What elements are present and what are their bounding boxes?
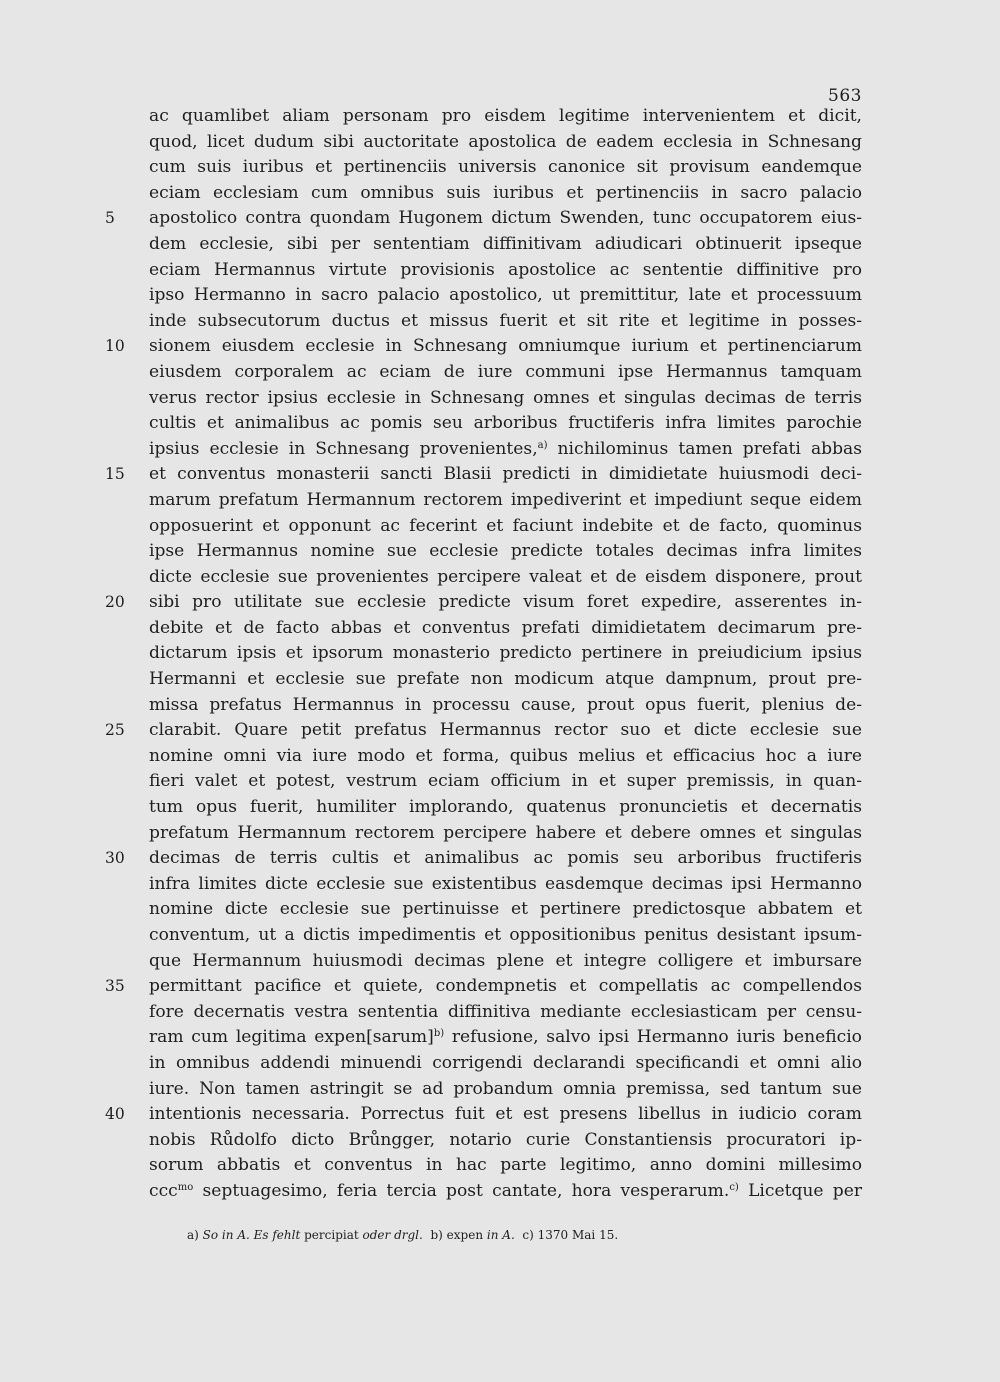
footnote-b-note: in A.: [486, 1228, 515, 1242]
footnote-a-note: So in A. Es fehlt: [202, 1228, 301, 1242]
line-text: [149, 130, 862, 156]
line-segment: et conventus monasterii sancti Blasii predicti in dimidietate huiusmodi deci-: [149, 464, 862, 485]
text-line: [149, 360, 862, 386]
text-line: [149, 514, 862, 540]
line-segment: ram cum legitima expen[sarum]: [149, 1027, 434, 1048]
line-segment: ac quamlibet aliam personam pro eisdem legitime intervenientem et dicit,: [149, 106, 862, 126]
line-text: [149, 923, 862, 949]
line-segment: dictarum ipsis et ipsorum monasterio predicto pertinere in preiudicium ipsius: [149, 643, 862, 664]
text-line: [149, 667, 862, 693]
line-segment: cum suis iuribus et pertinenciis universis canonice sit provisum eandemque: [149, 157, 862, 178]
text-line: [149, 795, 862, 821]
line-segment: opposuerint et opponunt ac fecerint et faciunt indebite et de facto, quominus: [149, 515, 862, 536]
line-text: [149, 897, 862, 923]
line-segment: permittant pacifice et quiete, condempnetis et compellatis ac compellendos: [149, 976, 862, 997]
text-line: [149, 923, 862, 949]
line-text: [149, 360, 862, 386]
footnote-a-mark: a): [187, 1228, 199, 1242]
text-line: [149, 693, 862, 719]
line-segment: infra limites dicte ecclesie sue existentibus easdemque decimas ipsi Hermanno: [149, 873, 862, 894]
line-number: 20: [105, 593, 125, 612]
line-segment: eciam ecclesiam cum omnibus suis iuribus et pertinenciis in sacro palacio: [149, 182, 862, 203]
line-text: [149, 565, 862, 591]
text-line: [105, 1102, 862, 1128]
footnote-b-mark: b): [430, 1228, 443, 1242]
line-segment: nomine dicte ecclesie sue pertinuisse et pertinere predictosque abbatem et: [149, 899, 862, 920]
footnote-ref: b): [433, 1028, 445, 1040]
text-line: [105, 206, 862, 232]
line-segment: ipsius ecclesie in Schnesang provenientes,: [149, 438, 538, 459]
text-line: [149, 130, 862, 156]
text-line: [149, 437, 862, 463]
line-text: [149, 641, 862, 667]
text-line: [105, 974, 862, 1000]
line-segment: nomine omni via iure modo et forma, quibus melius et efficacius hoc a iure: [149, 745, 862, 766]
line-number: 5: [105, 209, 115, 228]
footnote-c-mark: c): [522, 1228, 534, 1242]
text-line: [149, 949, 862, 975]
line-text: [149, 1051, 862, 1077]
line-segment: marum prefatum Hermannum rectorem impediverint et impediunt seque eidem: [149, 489, 862, 510]
text-line: [149, 1153, 862, 1179]
text-line: [149, 283, 862, 309]
line-text: [149, 155, 862, 181]
line-number: 30: [105, 849, 125, 868]
text-line: [149, 1128, 862, 1154]
line-segment: in omnibus addendi minuendi corrigendi declarandi specificandi et omni alio: [149, 1052, 862, 1073]
text-line: [149, 1051, 862, 1077]
text-line: [149, 411, 862, 437]
text-line: [149, 769, 862, 795]
line-text: [149, 206, 862, 232]
footnote-ref: mo: [177, 1181, 194, 1193]
line-text: [149, 411, 862, 437]
line-text: [149, 1077, 862, 1103]
line-segment: ccc: [149, 1180, 178, 1201]
line-segment: decimas de terris cultis et animalibus ac pomis seu arboribus fructiferis: [149, 848, 862, 869]
line-text: [149, 462, 862, 488]
text-line: [105, 718, 862, 744]
line-segment: septuagesimo, feria tercia post cantate, hora vesperarum.: [193, 1180, 730, 1201]
text-line: [149, 488, 862, 514]
line-text: [149, 616, 862, 642]
line-segment: sionem eiusdem ecclesie in Schnesang omniumque iurium et pertinenciarum: [149, 336, 862, 357]
line-segment: inde subsecutorum ductus et missus fuerit et sit rite et legitime in posses-: [149, 310, 862, 331]
line-segment: verus rector ipsius ecclesie in Schnesang omnes et singulas decimas de terris: [149, 387, 862, 408]
line-text: [149, 1128, 862, 1154]
line-segment: nichilominus tamen prefati abbas: [547, 438, 862, 459]
text-line: [149, 872, 862, 898]
line-text: [149, 488, 862, 514]
line-segment: fieri valet et potest, vestrum eciam officium in et super premissis, in quan-: [149, 771, 862, 792]
line-number: 40: [105, 1105, 125, 1124]
line-number: 10: [105, 337, 125, 356]
line-text: [149, 590, 862, 616]
text-line: [105, 334, 862, 360]
line-text: [149, 718, 862, 744]
line-segment: prefatum Hermannum rectorem percipere habere et debere omnes et singulas: [149, 822, 862, 843]
text-line: [105, 590, 862, 616]
line-number: 15: [105, 465, 125, 484]
footnote-a-note2: oder drgl.: [362, 1228, 423, 1242]
line-text: [149, 283, 862, 309]
line-text: [149, 667, 862, 693]
line-number: 25: [105, 721, 125, 740]
footnote-a-word: percipiat: [304, 1228, 359, 1242]
text-line: [149, 1000, 862, 1026]
line-text: [149, 846, 862, 872]
text-line: [149, 258, 862, 284]
text-line: [149, 1077, 862, 1103]
line-text: [149, 744, 862, 770]
line-segment: Hermanni et ecclesie sue prefate non modicum atque dampnum, prout pre-: [149, 669, 862, 690]
text-line: [105, 846, 862, 872]
line-text: [149, 1153, 862, 1179]
line-segment: eiusdem corporalem ac eciam de iure communi ipse Hermannus tamquam: [149, 361, 862, 382]
footnote-b-word: expen: [446, 1228, 484, 1242]
line-segment: eciam Hermannus virtute provisionis apostolice ac sententie diffinitive pro: [149, 259, 862, 280]
line-text: [149, 1000, 862, 1026]
line-text: [149, 437, 862, 463]
line-segment: quod, licet dudum sibi auctoritate apostolica de eadem ecclesia in Schnesang: [149, 131, 862, 152]
line-text: [149, 181, 862, 207]
page-number: 563: [828, 86, 862, 106]
line-text: [149, 386, 862, 412]
footnotes: [187, 1227, 862, 1243]
text-line: [149, 1025, 862, 1051]
line-segment: sorum abbatis et conventus in hac parte legitimo, anno domini millesimo: [149, 1155, 862, 1176]
text-line: [149, 744, 862, 770]
line-segment: cultis et animalibus ac pomis seu arboribus fructiferis infra limites parochie: [149, 413, 862, 434]
footnote-ref: c): [729, 1181, 739, 1193]
text-line: [105, 462, 862, 488]
line-text: [149, 104, 862, 130]
line-text: [149, 795, 862, 821]
line-number: 35: [105, 977, 125, 996]
text-line: [149, 1179, 862, 1205]
text-line: [149, 155, 862, 181]
line-text: [149, 693, 862, 719]
line-text: [149, 974, 862, 1000]
line-text: [149, 258, 862, 284]
text-line: [149, 641, 862, 667]
line-text: [149, 1179, 862, 1205]
text-line: [149, 309, 862, 335]
line-text: [149, 309, 862, 335]
line-segment: ipse Hermannus nomine sue ecclesie predicte totales decimas infra limites: [149, 541, 862, 562]
footnote-c-text: 1370 Mai 15.: [537, 1228, 619, 1242]
line-segment: que Hermannum huiusmodi decimas plene et integre colligere et imbursare: [149, 950, 862, 971]
line-text: [149, 1025, 862, 1051]
line-segment: Licetque per: [738, 1180, 862, 1201]
line-text: [149, 539, 862, 565]
footnote-ref: a): [537, 439, 548, 451]
line-segment: apostolico contra quondam Hugonem dictum Swenden, tunc occupatorem eius-: [149, 208, 862, 229]
line-segment: tum opus fuerit, humiliter implorando, quatenus pronuncietis et decernatis: [149, 797, 862, 818]
text-line: [149, 181, 862, 207]
line-text: [149, 872, 862, 898]
text-line: [149, 897, 862, 923]
line-segment: fore decernatis vestra sententia diffinitiva mediante ecclesiasticam per censu-: [149, 1001, 862, 1022]
text-line: [149, 232, 862, 258]
text-line: [149, 821, 862, 847]
main-text: [105, 104, 862, 1205]
line-text: [149, 1102, 862, 1128]
line-text: [149, 514, 862, 540]
text-line: [149, 104, 862, 130]
line-segment: nobis Růdolfo dicto Brůngger, notario curie Constantiensis procuratori ip-: [149, 1129, 862, 1150]
text-line: [149, 616, 862, 642]
line-text: [149, 334, 862, 360]
line-segment: sibi pro utilitate sue ecclesie predicte visum foret expedire, asserentes in-: [149, 592, 862, 613]
line-segment: refusione, salvo ipsi Hermanno iuris beneficio: [444, 1027, 862, 1048]
line-text: [149, 232, 862, 258]
line-text: [149, 821, 862, 847]
line-text: [149, 949, 862, 975]
line-segment: ipso Hermanno in sacro palacio apostolico, ut premittitur, late et processuum: [149, 285, 862, 306]
line-segment: conventum, ut a dictis impedimentis et oppositionibus penitus desistant ipsum-: [149, 925, 862, 945]
line-segment: clarabit. Quare petit prefatus Hermannus rector suo et dicte ecclesie sue: [149, 720, 862, 741]
line-segment: missa prefatus Hermannus in processu cause, prout opus fuerit, plenius de-: [149, 694, 862, 715]
text-line: [149, 539, 862, 565]
text-line: [149, 386, 862, 412]
text-line: [149, 565, 862, 591]
line-segment: iure. Non tamen astringit se ad probandum omnia premissa, sed tantum sue: [149, 1078, 862, 1099]
line-segment: intentionis necessaria. Porrectus fuit et est presens libellus in iudicio coram: [149, 1104, 862, 1125]
line-segment: dem ecclesie, sibi per sententiam diffinitivam adiudicari obtinuerit ipseque: [149, 233, 862, 254]
line-segment: debite et de facto abbas et conventus prefati dimidietatem decimarum pre-: [149, 617, 862, 638]
line-text: [149, 769, 862, 795]
line-segment: dicte ecclesie sue provenientes percipere valeat et de eisdem disponere, prout: [149, 566, 862, 587]
